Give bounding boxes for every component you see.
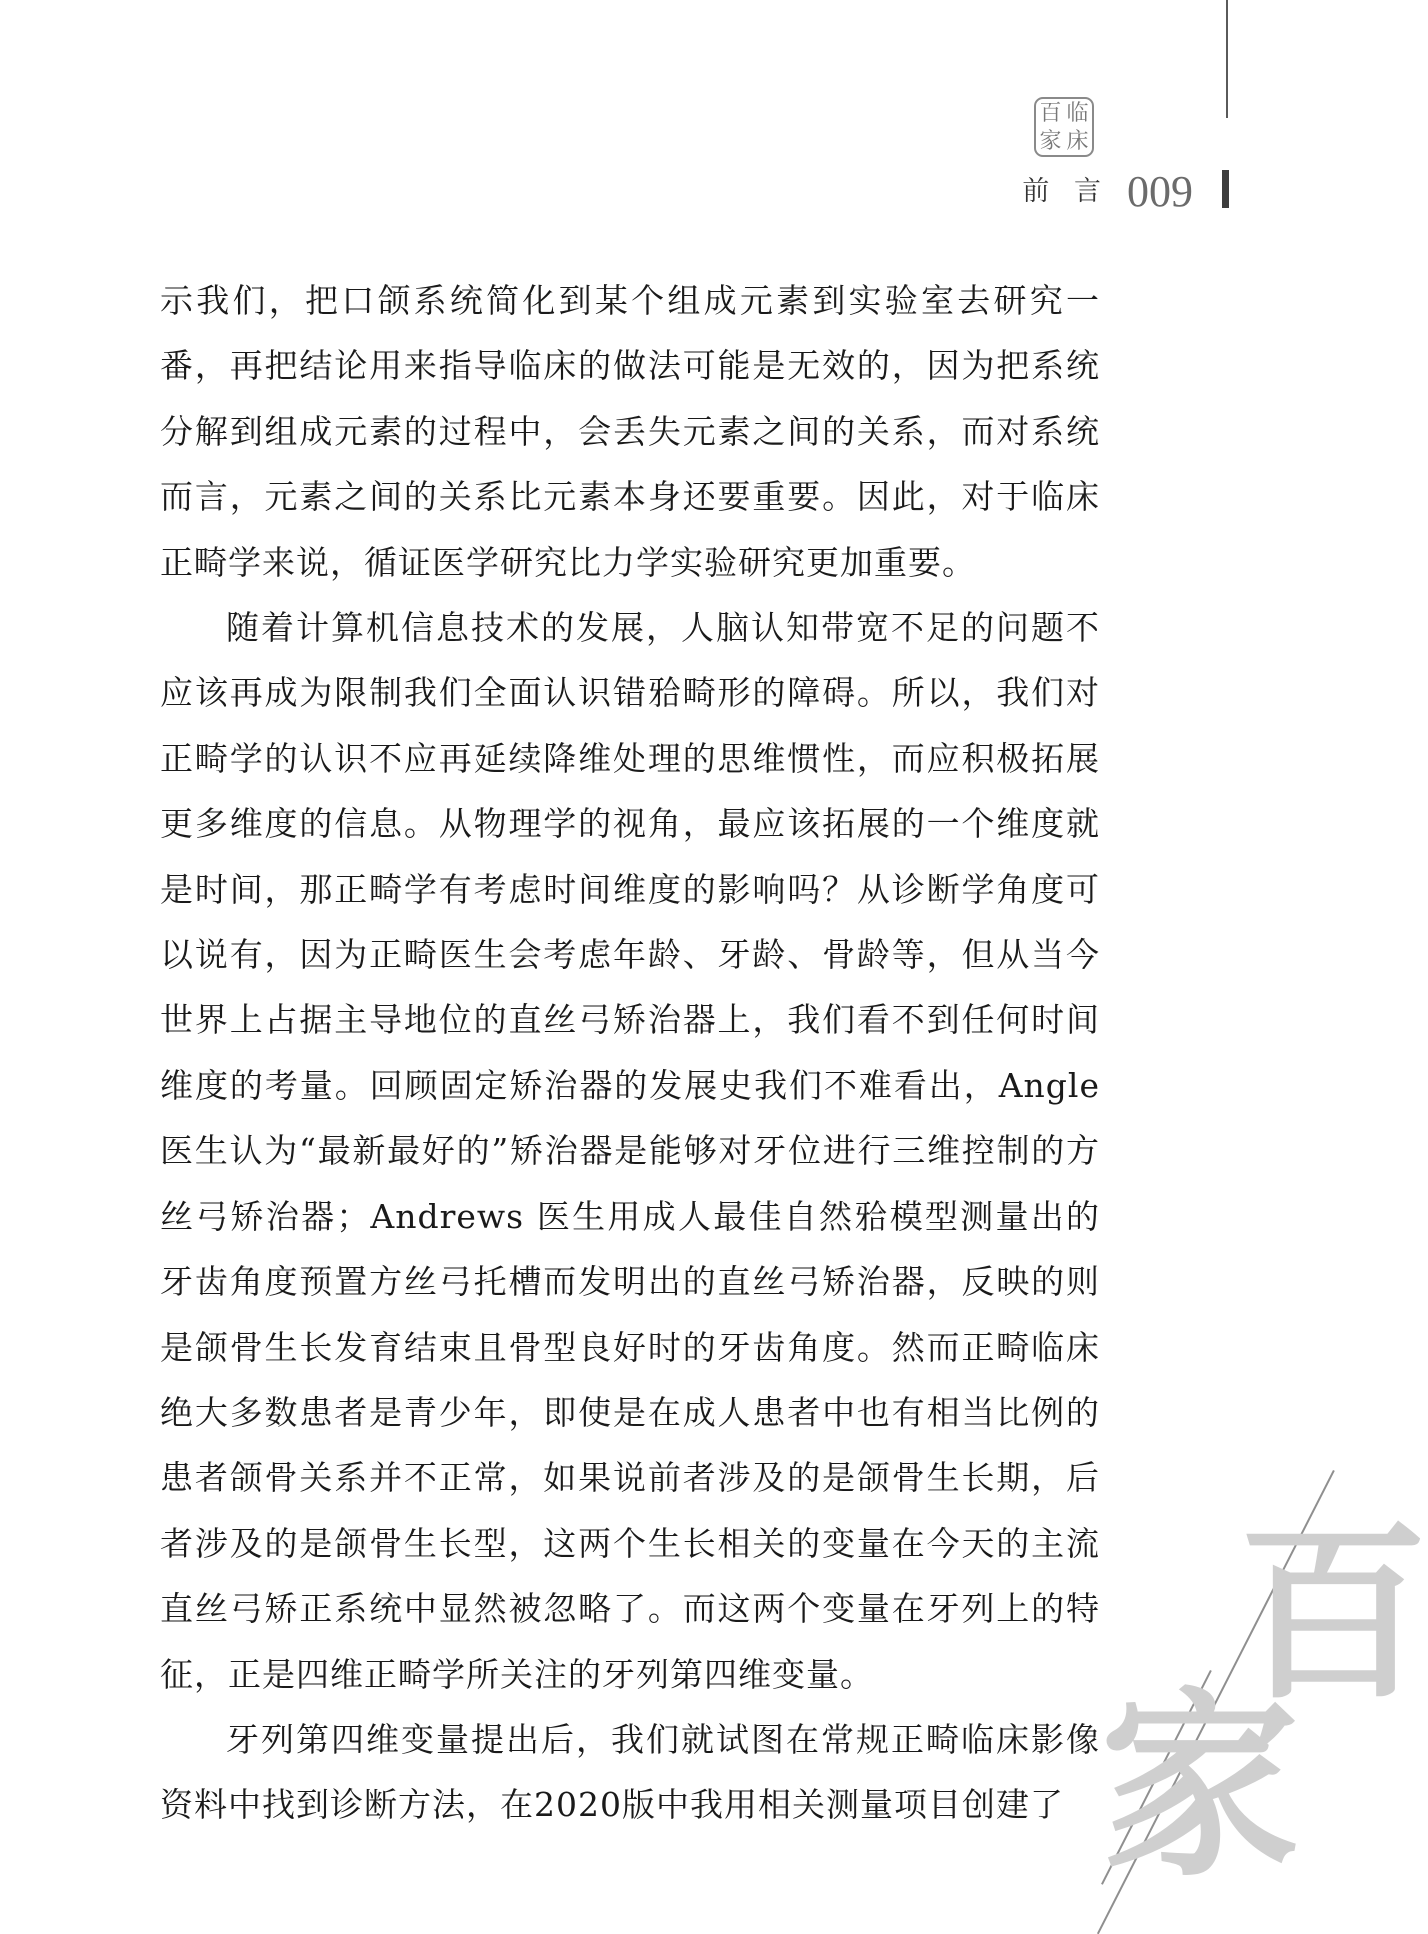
page-number: 009	[1127, 167, 1193, 216]
paragraph: 随着计算机信息技术的发展，人脑认知带宽不足的问题不应该再成为限制我们全面认识错𬌗畸形的障碍。所以，我们对正畸学的认识不应再延续降维处理的思维惯性，而应积极拓展更多维度的信息。从物理学的视角，最应该拓展的一个维度就是时间，那正畸学有考虑时间维度的影响吗？从诊断学角度可以说有，因为正畸医生会考虑年龄、牙龄、骨龄等，但从当今世界上占据主导地位的直丝弓矫治器上，我们看不到任何时间维度的考量。回顾固定矫治器的发展史我们不难看出，Angle医生认为“最新最好的”矫治器是能够对牙位进行三维控制的方丝弓矫治器；Andrews 医生用成人最佳自然𬌗模型测量出的牙齿角度预置方丝弓托槽而发明出的直丝弓矫治器，反映的则是颌骨生长发育结束且骨型良好时的牙齿角度。然而正畸临床绝大多数患者是青少年，即使是在成人患者中也有相当比例的患者颌骨关系并不正常，如果说前者涉及的是颌骨生长期，后者涉及的是颌骨生长型，这两个生长相关的变量在今天的主流直丝弓矫正系统中显然被忽略了。而这两个变量在牙列上的特征，正是四维正畸学所关注的牙列第四维变量。	[160, 608, 1100, 1694]
paragraph-continued: 示我们，把口颌系统简化到某个组成元素到实验室去研究一番，再把结论用来指导临床的做法可能是无效的，因为把系统分解到组成元素的过程中，会丢失元素之间的关系，而对系统而言，元素之间的关系比元素本身还要重要。因此，对于临床正畸学来说，循证医学研究比力学实验研究更加重要。	[160, 281, 1100, 582]
watermark-char: 百	[1238, 1504, 1428, 1725]
seal-char: 百	[1039, 101, 1062, 126]
paragraph: 牙列第四维变量提出后，我们就试图在常规正畸临床影像资料中找到诊断方法，在2020版中我用相关测量项目创建了	[160, 1719, 1100, 1825]
series-seal-logo	[1034, 97, 1094, 157]
chapter-title: 前 言	[1022, 176, 1109, 207]
page-number-bar	[1222, 170, 1229, 208]
seal-char: 床	[1066, 129, 1089, 154]
watermark-char: 家	[1100, 1671, 1301, 1904]
body-text	[160, 268, 1100, 1838]
header-rule-line	[1226, 0, 1228, 118]
seal-char: 家	[1039, 129, 1062, 154]
running-header	[1022, 160, 1193, 216]
seal-char: 临	[1066, 101, 1089, 126]
